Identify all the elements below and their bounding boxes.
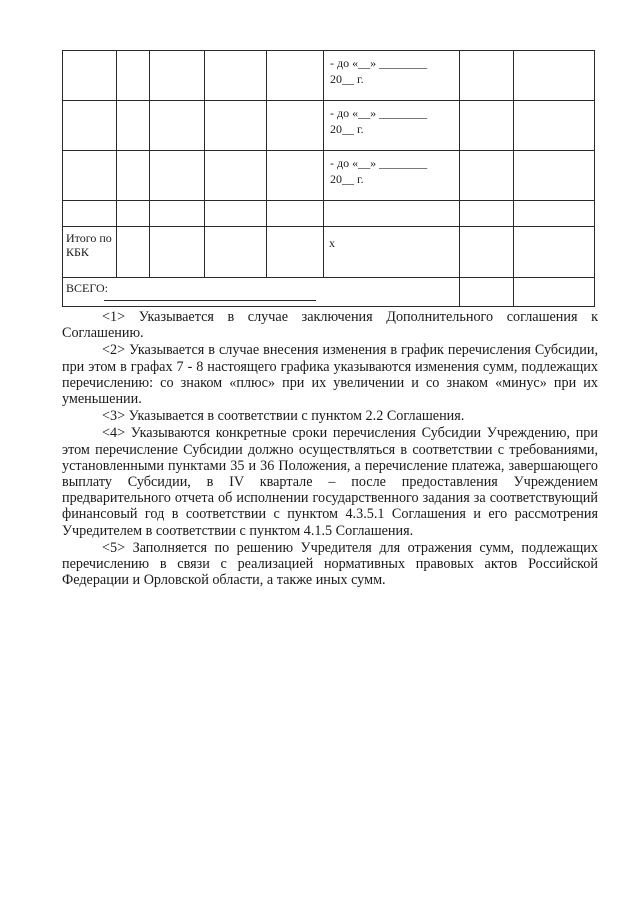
table-cell xyxy=(150,201,205,227)
footnote-4: <4> Указываются конкретные сроки перечисления Субсидии Учреждению, при этом перечисление Субсидии должно осуществляться в соответствии с требованиями, установленными пунктами 35 и 36 Положения, а перечисление платежа, завершающего выплату Субсидии, в IV квартале – после предоставления Учреждением предварительного отчета об исполнении государственного задания за соответствующий финансовый год в соответствии с пунктом 4.3.5.1 Соглашения и его рассмотрения Учредителем в соответствии с пунктом 4.1.5 Соглашения. xyxy=(62,425,598,539)
payment-date-cell xyxy=(324,51,460,101)
itogo-x-mark: x xyxy=(324,227,460,278)
table-cell xyxy=(150,101,205,151)
table-cell xyxy=(267,101,324,151)
table-cell xyxy=(205,51,267,101)
table-cell xyxy=(267,151,324,201)
table-cell xyxy=(267,201,324,227)
table-cell xyxy=(460,101,514,151)
table-cell xyxy=(150,227,205,278)
table-cell xyxy=(460,51,514,101)
footnote-5: <5> Заполняется по решению Учредителя для отражения сумм, подлежащих перечислению в связи с реализацией нормативных правовых актов Российской Федерации и Орловской области, а также иных сумм. xyxy=(62,539,598,589)
payment-date-line1: - до «__» ________ xyxy=(330,106,428,120)
table-cell xyxy=(205,151,267,201)
table-cell xyxy=(267,227,324,278)
table-row xyxy=(63,151,595,201)
footnote-1: <1> Указывается в случае заключения Дополнительного соглашения к Соглашению. xyxy=(62,309,598,342)
payment-date-line1: - до «__» ________ xyxy=(330,156,428,170)
footnote-3: <3> Указывается в соответствии с пунктом 2.2 Соглашения. xyxy=(102,408,465,425)
table-row-total xyxy=(63,278,595,307)
payment-date-cell xyxy=(324,151,460,201)
table-cell xyxy=(117,101,150,151)
payment-schedule-table xyxy=(62,50,595,307)
table-cell xyxy=(267,51,324,101)
itogo-label: Итого по КБК xyxy=(63,227,117,278)
footnotes xyxy=(62,309,598,589)
table-cell xyxy=(460,151,514,201)
footnote-2: <2> Указывается в случае внесения изменения в график перечисления Субсидии, при этом в графах 7 - 8 настоящего графика указываются изменения сумм, подлежащих перечислению: со знаком «плюс» при их увеличении и со знаком «минус» при их уменьшении. xyxy=(62,342,598,408)
payment-date-line2: 20__ г. xyxy=(330,172,364,186)
table-cell xyxy=(460,227,514,278)
table-cell xyxy=(117,51,150,101)
table-cell xyxy=(117,151,150,201)
table-row xyxy=(63,101,595,151)
table-cell xyxy=(514,201,595,227)
payment-date-line2: 20__ г. xyxy=(330,72,364,86)
table-cell xyxy=(205,201,267,227)
table-cell xyxy=(514,151,595,201)
table-cell xyxy=(117,227,150,278)
table-cell xyxy=(63,101,117,151)
table-cell xyxy=(324,201,460,227)
payment-date-cell xyxy=(324,101,460,151)
footnote-separator xyxy=(104,300,316,301)
table-cell xyxy=(63,151,117,201)
table-row xyxy=(63,201,595,227)
table-cell xyxy=(63,201,117,227)
table-cell xyxy=(514,278,595,307)
table-cell xyxy=(205,227,267,278)
payment-date-line1: - до «__» ________ xyxy=(330,56,428,70)
table-cell xyxy=(117,201,150,227)
table-cell xyxy=(514,51,595,101)
table-cell xyxy=(514,101,595,151)
table-row-itogo xyxy=(63,227,595,278)
table-cell xyxy=(150,51,205,101)
table-cell xyxy=(63,51,117,101)
table-cell xyxy=(460,278,514,307)
table-cell xyxy=(205,101,267,151)
table-cell xyxy=(460,201,514,227)
table-cell xyxy=(514,227,595,278)
table-cell xyxy=(150,151,205,201)
table-row xyxy=(63,51,595,101)
payment-date-line2: 20__ г. xyxy=(330,122,364,136)
total-label: ВСЕГО: xyxy=(63,278,460,307)
